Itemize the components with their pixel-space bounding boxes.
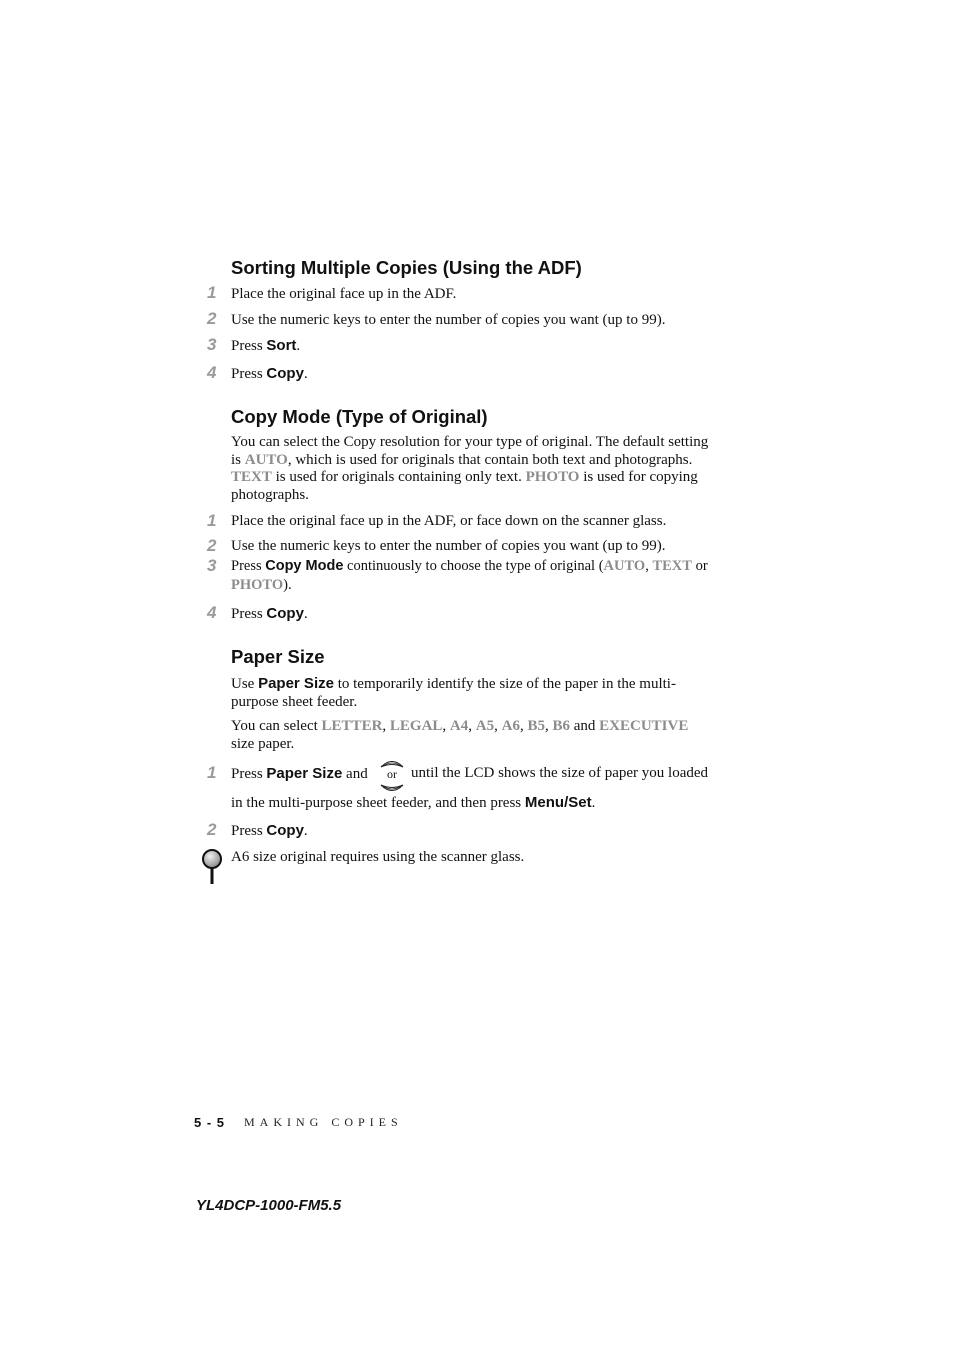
step-number: 2	[207, 820, 217, 839]
step-text: Press Copy Mode continuously to choose the type of original (AUTO, TEXT or PHOTO).	[231, 558, 708, 593]
section-title-sorting: Sorting Multiple Copies (Using the ADF)	[231, 257, 582, 278]
lcd-option: AUTO	[244, 451, 288, 468]
section-title-paper-size: Paper Size	[231, 646, 325, 667]
key-name: Paper Size	[258, 675, 334, 692]
document-id: YL4DCP-1000-FM5.5	[196, 1197, 342, 1214]
page-number: 5 - 5	[194, 1115, 226, 1130]
step-text: Use the numeric keys to enter the number of copies you want (up to 99).	[231, 312, 666, 328]
paper-size-para-2: You can select LETTER, LEGAL, A4, A5, A6, B5, B6 and EXECUTIVE size paper.	[231, 718, 689, 752]
step-text: Use the numeric keys to enter the number of copies you want (up to 99).	[231, 538, 666, 554]
lcd-option: PHOTO	[525, 469, 580, 486]
step-number: 4	[207, 363, 217, 382]
section-title-copy-mode: Copy Mode (Type of Original)	[231, 406, 488, 427]
step-number: 1	[207, 283, 217, 302]
step-text: Press Sort.	[231, 337, 301, 354]
copy-mode-intro: You can select the Copy resolution for your type of original. The default setting is AUTO, which is used for originals that contain both text and photographs. TEXT is used for originals containing only text. PHOTO is used for copying photographs.	[231, 434, 709, 503]
footer-section-title: MAKING COPIES	[244, 1115, 403, 1129]
step-text: Place the original face up in the ADF.	[231, 286, 457, 302]
step-text: Place the original face up in the ADF, or face down on the scanner glass.	[231, 513, 667, 529]
step-text: Press Paper Size and	[231, 765, 368, 782]
step-number: 3	[207, 556, 217, 575]
step-number: 4	[207, 603, 217, 622]
step-text: Press Copy.	[231, 605, 308, 622]
key-name: Sort	[266, 337, 297, 354]
lcd-option: AUTO	[603, 558, 646, 574]
step-text: in the multi-purpose sheet feeder, and then press Menu/Set.	[231, 794, 596, 811]
key-name: Copy	[266, 605, 304, 622]
lcd-option: PHOTO	[231, 576, 284, 593]
step-text-continued: until the LCD shows the size of paper you loaded	[411, 765, 709, 781]
step-text: Press Copy.	[231, 365, 308, 382]
key-name: Copy	[266, 822, 304, 839]
step-number: 2	[207, 536, 217, 555]
step-number: 3	[207, 335, 217, 354]
lcd-option: TEXT	[231, 469, 272, 486]
or-label: or	[387, 767, 397, 781]
key-name: Copy Mode	[265, 558, 344, 574]
key-name: Menu/Set	[524, 794, 592, 811]
magnifier-note-icon	[201, 848, 223, 886]
step-number: 2	[207, 309, 217, 328]
paper-size-para-1: Use Paper Size to temporarily identify the size of the paper in the multi- purpose sheet feeder.	[231, 675, 676, 710]
lcd-option: TEXT	[652, 558, 692, 574]
step-text: Press Copy.	[231, 822, 308, 839]
step-number: 1	[207, 763, 217, 782]
note-text: A6 size original requires using the scanner glass.	[231, 849, 525, 865]
key-name: Paper Size	[266, 765, 343, 782]
key-name: Copy	[266, 365, 304, 382]
step-number: 1	[207, 511, 217, 530]
